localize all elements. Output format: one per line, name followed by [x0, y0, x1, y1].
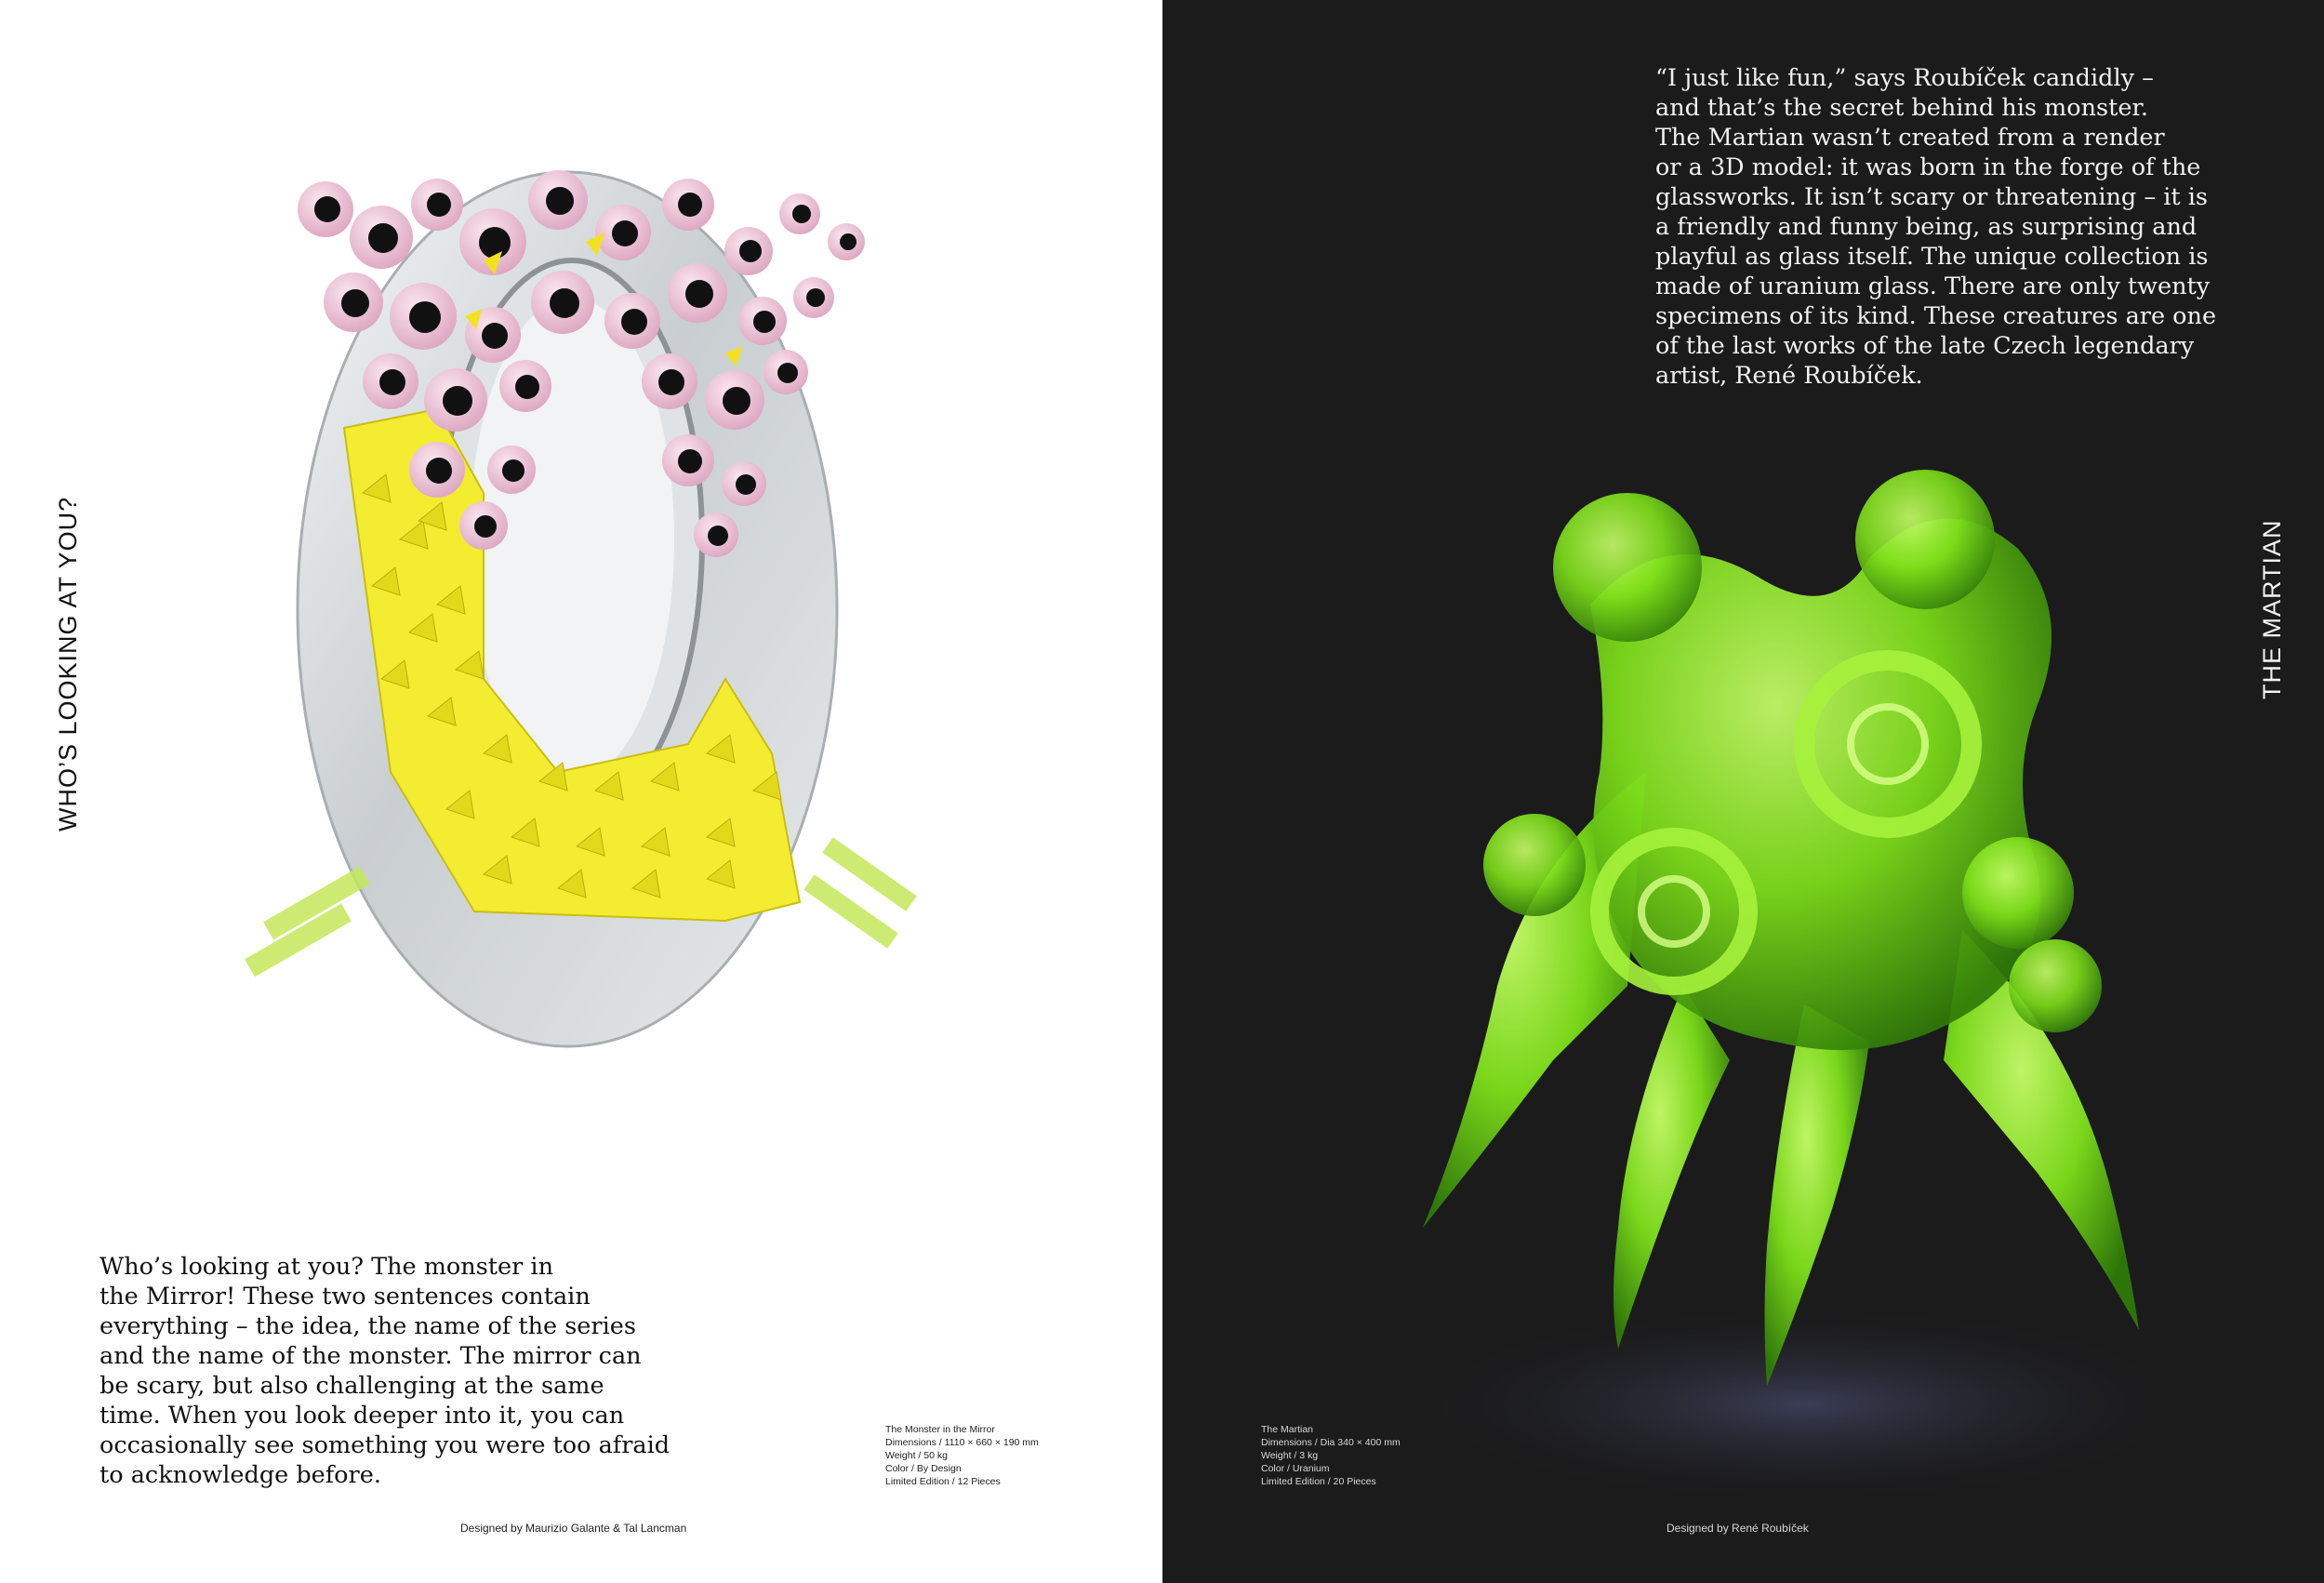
spec-dimensions: Dimensions / 1110 × 660 × 190 mm	[885, 1437, 1039, 1448]
right-page	[1162, 0, 2324, 1583]
spec-color: Color / Uranium	[1261, 1463, 1330, 1474]
spec-edition: Limited Edition / 12 Pieces	[885, 1476, 1001, 1487]
spec-weight: Weight / 50 kg	[885, 1450, 948, 1461]
right-body-text: “I just like fun,” says Roubíček candidly – and that’s the secret behind his monster. The Martian wasn’t created from a render or a 3D model: it was born in the forge of the glassworks. It isn’t scary or threatening – it is a friendly and funny being, as surprising and playful as glass itself. The unique collection is made of uranium glass. There are only twenty specimens of its kind. These creatures are one of the last works of the late Czech legendary artist, René Roubíček.	[1655, 64, 2217, 390]
right-page-vertical-title: THE MARTIAN	[2258, 519, 2286, 699]
martian-glass-sculpture-image	[1367, 465, 2232, 1497]
spec-edition: Limited Edition / 20 Pieces	[1261, 1476, 1376, 1487]
spec-color: Color / By Design	[885, 1463, 962, 1474]
spec-title: The Monster in the Mirror	[885, 1424, 995, 1435]
left-spec-block	[885, 1423, 1039, 1488]
right-spec-block	[1261, 1423, 1401, 1488]
monster-in-the-mirror-image	[205, 102, 939, 1051]
left-page-vertical-title: WHO’S LOOKING AT YOU?	[54, 496, 82, 831]
right-designer-credit: Designed by René Roubíček	[1667, 1522, 1809, 1535]
spec-weight: Weight / 3 kg	[1261, 1450, 1319, 1461]
spec-dimensions: Dimensions / Dia 340 × 400 mm	[1261, 1437, 1401, 1448]
left-body-text: Who’s looking at you? The monster in the Mirror! These two sentences contain everything – the idea, the name of the series and the name of the monster. The mirror can be scary, but also challenging at the same time. When you look deeper into it, you can occasionally see something you were too afraid to acknowledge before.	[100, 1253, 671, 1489]
spec-title: The Martian	[1261, 1424, 1314, 1435]
left-designer-credit: Designed by Maurizio Galante & Tal Lancman	[460, 1522, 687, 1535]
